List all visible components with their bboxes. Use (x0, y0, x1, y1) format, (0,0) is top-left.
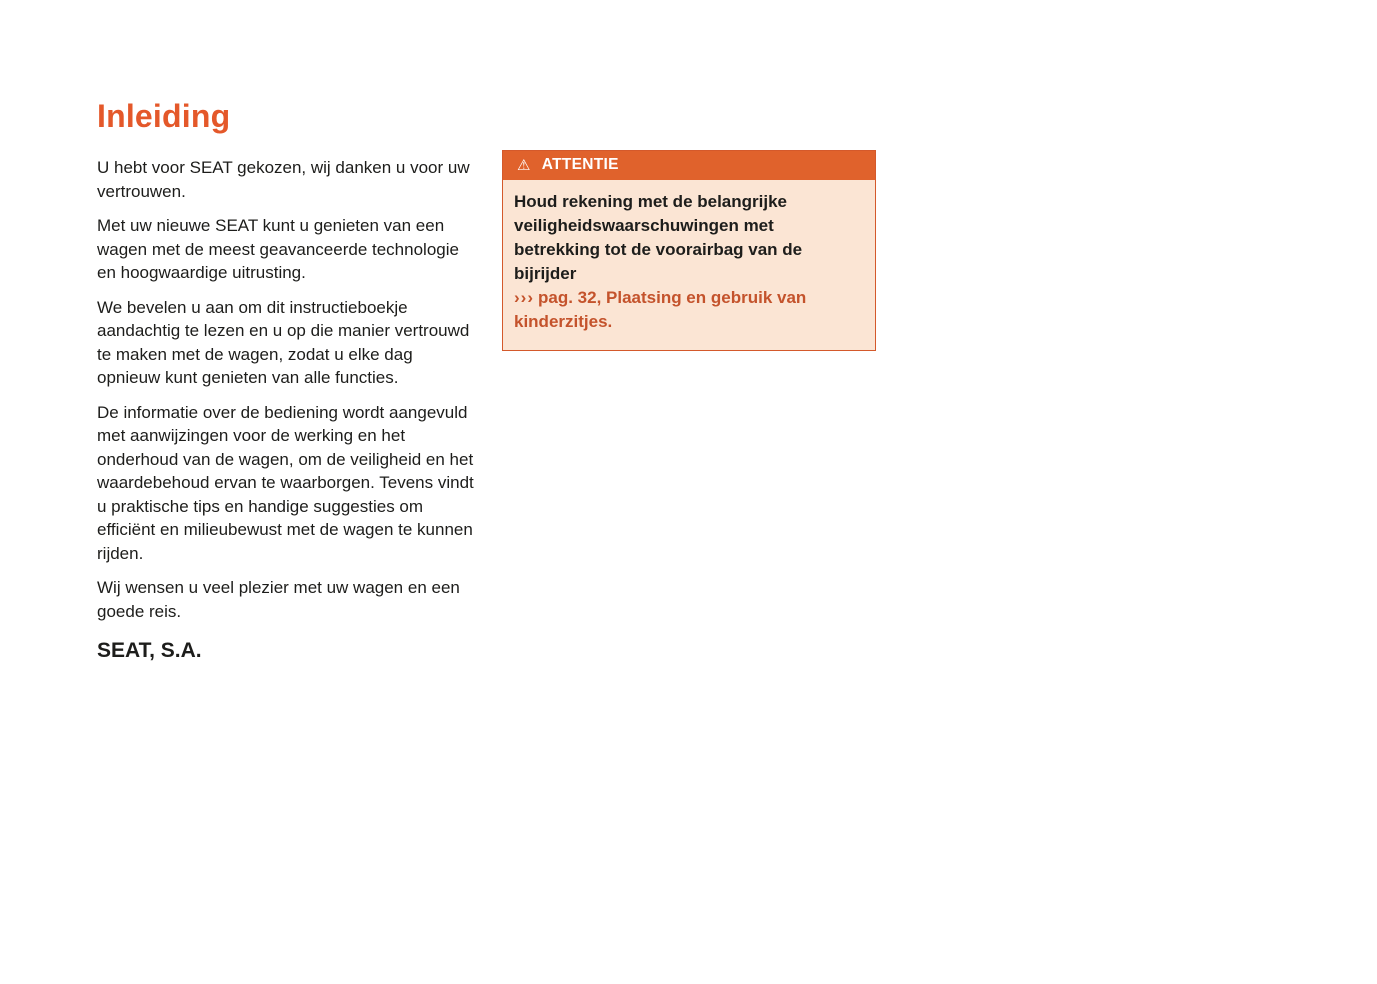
warning-triangle-icon: ⚠ (517, 156, 531, 174)
intro-paragraph: U hebt voor SEAT gekozen, wij danken u voor uw vertrouwen. (97, 158, 470, 201)
attention-warning-text: Houd rekening met de belangrijke veiligheidswaarschuwingen met betrekking tot de voorairbag van de bijrijder (514, 192, 803, 283)
attention-header (503, 151, 875, 180)
intro-paragraph: Met uw nieuwe SEAT kunt u genieten van een wagen met de meest geavanceerde technologie en hoogwaardige uitrusting. (97, 216, 459, 282)
attention-header-label: ATTENTIE (541, 156, 619, 173)
intro-paragraph: De informatie over de bediening wordt aangevuld met aanwijzingen voor de werking en het onderhoud van de wagen, om de veiligheid en het waardebehoud ervan te waarborgen. Tevens vindt u praktische tips en handige suggesties om efficiënt en milieubewust met de wagen te kunnen rijden. (97, 402, 474, 563)
intro-paragraph: We bevelen u aan om dit instructieboekje aandachtig te lezen en u op die manier vertrouwd te maken met de wagen, zodat u elke dag opnieuw kunt genieten van alle functies. (97, 297, 470, 387)
reference-arrows-icon: ››› (514, 288, 534, 307)
reference-text: pag. 32, Plaatsing en gebruik van kinderzitjes. (514, 288, 807, 331)
intro-paragraph: Wij wensen u veel plezier met uw wagen en een goede reis. (97, 578, 460, 621)
attention-body (503, 180, 875, 350)
signature-seat-sa: SEAT, S.A. (97, 639, 202, 662)
intro-text-column (97, 156, 475, 663)
page-reference-link[interactable] (514, 288, 806, 331)
page-title: Inleiding (97, 98, 231, 134)
attention-warning-box (502, 150, 876, 351)
